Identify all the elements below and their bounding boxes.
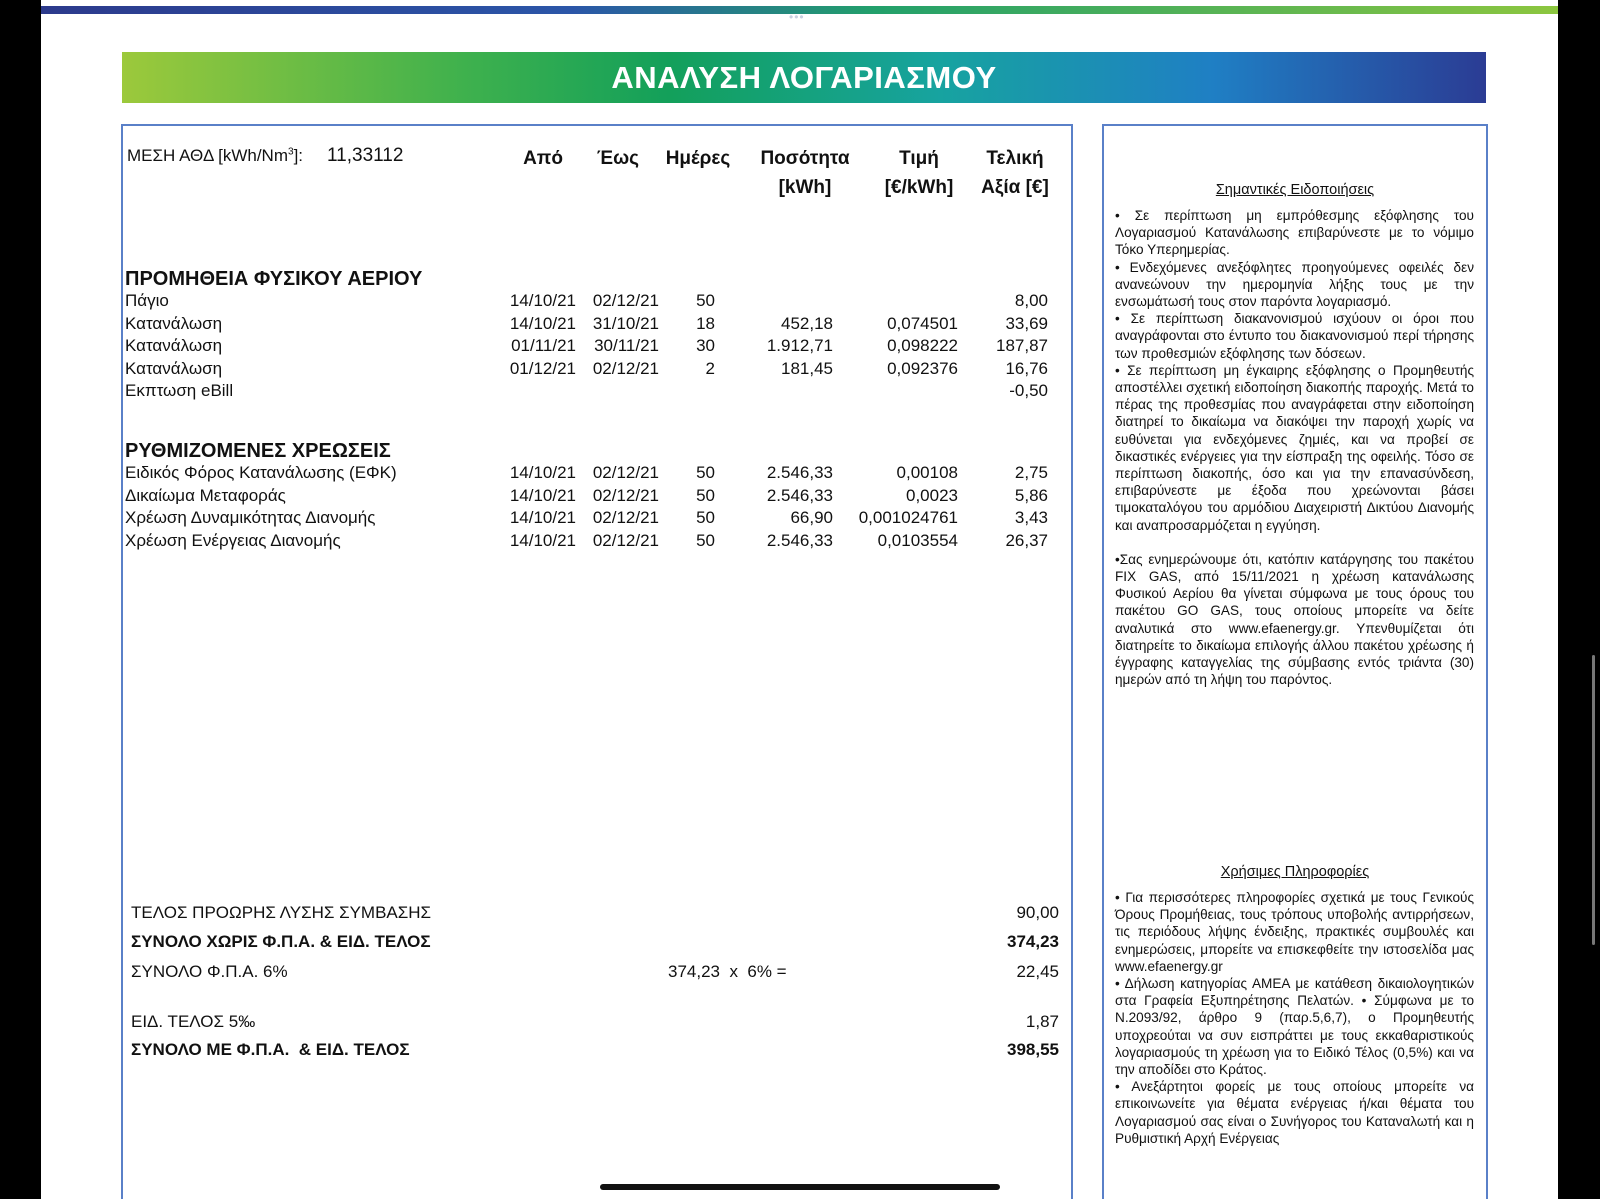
notice-paragraph: • Σε περίπτωση μη έγκαιρης εξόφλησης ο Προμηθευτής αποστέλλει σχετική ειδοποίηση διακοπής παροχής. Μετά το πέρας της προθεσμίας που αναγράφεται στην ειδοποίηση διατηρεί το δικαίωμα να διακόψει την παροχή χωρίς να ευθύνεται για ενδεχόμενες ζημιές, και να προβεί σε δικαστικές ενέργειες για την είσπραξη της οφειλής. Τόσο σε περίπτωση διακοπής, όσο και για την επανασύνδεση, επιβαρύνεστε με έξοδα που χρεώνονται βάσει τιμοκαταλόγου του αρμόδιου Διαχειριστή Δικτύου Διανομής και αναπροσαρμόζεται η εγγύηση. — [1115, 362, 1474, 533]
cell-days: 50 — [696, 508, 715, 528]
table-row — [123, 314, 1071, 336]
notices-text — [1115, 207, 1474, 688]
col-header-from: Από — [523, 148, 563, 169]
vat-value: 22,45 — [1016, 962, 1059, 981]
grand-total-label: ΣΥΝΟΛΟ ΜΕ Φ.Π.Α. & ΕΙΔ. ΤΕΛΟΣ — [131, 1040, 410, 1059]
cell-from: 01/12/21 — [509, 358, 576, 378]
col-header-total-unit: Αξία [€] — [981, 177, 1049, 198]
section-title-regulated: ΡΥΘΜΙΖΟΜΕΝΕΣ ΧΡΕΩΣΕΙΣ — [125, 440, 391, 462]
cell-days: 50 — [696, 485, 715, 505]
cell-qty: 2.546,33 — [766, 485, 833, 505]
cell-qty: 2.546,33 — [766, 463, 833, 482]
cell-total: 5,86 — [1014, 485, 1048, 505]
subtotal-label: ΣΥΝΟΛΟ ΧΩΡΙΣ Φ.Π.Α. & ΕΙΔ. ΤΕΛΟΣ — [131, 932, 431, 951]
col-header-to: Έως — [596, 148, 640, 169]
scrollbar[interactable] — [1592, 655, 1595, 945]
cell-from: 14/10/21 — [509, 463, 576, 482]
page-title: ΑΝΑΛΥΣΗ ΛΟΓΑΡΙΑΣΜΟΥ — [611, 59, 997, 95]
cell-price: 0,0103554 — [877, 530, 958, 550]
cell-description: Δικαίωμα Μεταφοράς — [125, 485, 286, 505]
cell-days: 50 — [696, 530, 715, 550]
cell-days: 30 — [696, 336, 715, 356]
cell-qty: 66,90 — [790, 508, 833, 528]
cell-days: 50 — [696, 463, 715, 482]
info-text — [1115, 889, 1474, 1147]
cell-description: Εκπτωση eBill — [125, 381, 234, 401]
notice-paragraph: •Σας ενημερώνουμε ότι, κατόπιν κατάργησης του πακέτου FIX GAS, από 15/11/2021 η χρέωση κατανάλωσης Φυσικού Αερίου θα γίνεται σύμφωνα με τους όρους του πακέτου GO GAS, τους οποίους μπορείτε να δείτε αναλυτικά στο www.efaenergy.gr. Υπενθυμίζεται ότι διατηρείτε το δικαίωμα επιλογής άλλου πακέτου χρέωσης ή έγγραφης καταγγελίας της σύμβασης εντός τριάντα (30) ημερών από τη λήψη του παρόντος. — [1115, 551, 1474, 688]
cell-to: 02/12/21 — [592, 530, 659, 550]
cell-qty: 2.546,33 — [766, 530, 833, 550]
cell-to: 02/12/21 — [592, 485, 659, 505]
notice-paragraph: • Ενδεχόμενες ανεξόφλητες προηγούμενες οφειλές δεν ανανεώνουν την ημερομηνία λήξης τους με την ενσωμάτωσή τους στον παρόντα λογαριασμό. — [1115, 259, 1474, 310]
vat-calc: 374,23 x 6% = — [668, 962, 787, 981]
early-termination-label: ΤΕΛΟΣ ΠΡΟΩΡΗΣ ΛΥΣΗΣ ΣΥΜΒΑΣΗΣ — [131, 903, 432, 922]
subtotal-value: 374,23 — [1007, 932, 1059, 951]
cell-price: 0,001024761 — [858, 508, 958, 528]
cell-from: 14/10/21 — [509, 485, 576, 505]
cell-qty: 181,45 — [781, 358, 833, 378]
cell-total: 187,87 — [996, 336, 1048, 356]
page-dots-indicator: ••• — [789, 10, 805, 24]
cell-price: 0,098222 — [887, 336, 958, 356]
col-header-price: Τιμή — [899, 148, 939, 169]
cell-description: Χρέωση Ενέργειας Διανομής — [125, 530, 341, 550]
cell-to: 31/10/21 — [592, 313, 659, 333]
cell-total: 2,75 — [1014, 463, 1048, 482]
special-fee-value: 1,87 — [1025, 1012, 1059, 1031]
col-header-total: Τελική — [986, 148, 1044, 169]
cell-from: 14/10/21 — [509, 313, 576, 333]
meta-label-suffix: ]: — [293, 146, 304, 165]
meta-label-sup: 3 — [288, 146, 294, 158]
bill-page — [41, 0, 1558, 1199]
cell-price: 0,0023 — [906, 485, 958, 505]
cell-to: 02/12/21 — [592, 463, 659, 482]
col-header-price-unit: [€/kWh] — [884, 177, 954, 198]
cell-total: 16,76 — [1005, 358, 1048, 378]
cell-from: 14/10/21 — [509, 508, 576, 528]
special-fee-label: ΕΙΔ. ΤΕΛΟΣ 5‰ — [131, 1012, 256, 1031]
info-paragraph: • Για περισσότερες πληροφορίες σχετικά με τους Γενικούς Όρους Προμήθειας, τους τρόπους υποβολής αντιρρήσεων, τις περιόδους λήψης ένδειξης, πρακτικές συμβουλές και ενημερώσεις, μπορείτε να επισκεφθείτε την ιστοσελίδα μας www.efaenergy.gr — [1115, 890, 1474, 974]
notice-paragraph: • Σε περίπτωση μη εμπρόθεσμης εξόφλησης του Λογαριασμού Κατανάλωσης επιβαρύνεστε με το νόμιμο Τόκο Υπερημερίας. — [1115, 208, 1474, 258]
notices-title: Σημαντικές Ειδοποιήσεις — [1215, 182, 1375, 198]
table-row — [123, 486, 1071, 508]
cell-to: 02/12/21 — [592, 358, 659, 378]
col-header-qty-unit: [kWh] — [778, 177, 832, 198]
cell-qty: 1.912,71 — [766, 336, 833, 356]
meta-label-prefix: ΜΕΣΗ ΑΘΔ [kWh/Nm — [127, 146, 288, 165]
cell-total: 8,00 — [1014, 291, 1048, 310]
col-header-days: Ημέρες — [665, 148, 731, 169]
section-title-supply: ΠΡΟΜΗΘΕΙΑ ΦΥΣΙΚΟΥ ΑΕΡΙΟΥ — [125, 268, 423, 290]
cell-days: 50 — [696, 291, 715, 310]
cell-qty: 452,18 — [781, 313, 833, 333]
cell-total: 26,37 — [1005, 530, 1048, 550]
table-row — [123, 291, 1071, 313]
cell-price: 0,074501 — [887, 313, 958, 333]
vat-label: ΣΥΝΟΛΟ Φ.Π.Α. 6% — [131, 962, 288, 981]
col-header-qty: Ποσότητα — [760, 148, 850, 169]
cell-to: 30/11/21 — [594, 336, 659, 356]
table-row — [123, 359, 1071, 381]
cell-price: 0,00108 — [896, 463, 958, 482]
table-row — [123, 531, 1071, 553]
info-title: Χρήσιμες Πληροφορίες — [1220, 864, 1370, 880]
bill-analysis-box — [121, 124, 1073, 1199]
cell-description: Χρέωση Δυναμικότητας Διανομής — [125, 508, 376, 528]
cell-description: Κατανάλωση — [125, 358, 223, 378]
cell-days: 18 — [696, 313, 715, 333]
cell-total: 3,43 — [1014, 508, 1048, 528]
cell-total: 33,69 — [1005, 313, 1048, 333]
table-row — [123, 463, 1071, 485]
info-paragraph: • Δήλωση κατηγορίας ΑΜΕΑ με κατάθεση δικαιολογητικών στα Γραφεία Εξυπηρέτησης Πελατών. • Σύμφωνα με το Ν.2093/92, άρθρο 9 (παρ.5,6,7), ο Προμηθευτής υποχρεούται να συν εισπράττει με τους εκκαθαριστικούς λογαριασμούς τη χρέωση για το Ειδικό Τέλος (0,5%) και να την αποδίδει στο Κράτος. — [1115, 976, 1474, 1078]
table-row — [123, 336, 1071, 358]
cell-description: Κατανάλωση — [125, 336, 223, 356]
cell-days: 2 — [705, 358, 715, 378]
cell-total: -0,50 — [1009, 381, 1048, 401]
notice-paragraph: • Σε περίπτωση διακανονισμού ισχύουν οι όροι που αναγράφονται στο έντυπο του διακανονισμού περί τήρησης των προθεσμιών εξόφλησης των δόσεων. — [1115, 311, 1474, 361]
cell-to: 02/12/21 — [592, 291, 659, 310]
info-paragraph: • Ανεξάρτητοι φορείς με τους οποίους μπορείτε να επικοινωνείτε για θέματα ενέργειας ή/και θέματα του Λογαριασμού σας είναι ο Συνήγορος του Καταναλωτή και η Ρυθμιστική Αρχή Ενέργειας — [1115, 1079, 1474, 1146]
notices-box — [1102, 124, 1488, 1199]
home-indicator[interactable] — [600, 1184, 1000, 1190]
table-row — [123, 508, 1071, 530]
cell-from: 14/10/21 — [509, 530, 576, 550]
early-termination-value: 90,00 — [1016, 903, 1059, 922]
cell-to: 02/12/21 — [592, 508, 659, 528]
meta-label — [127, 146, 303, 166]
meta-value: 11,33112 — [327, 145, 404, 166]
cell-description: Πάγιο — [125, 291, 169, 310]
cell-from: 14/10/21 — [509, 291, 576, 310]
title-banner — [122, 52, 1486, 103]
cell-price: 0,092376 — [887, 358, 958, 378]
grand-total-value: 398,55 — [1007, 1040, 1059, 1059]
cell-description: Κατανάλωση — [125, 313, 223, 333]
cell-from: 01/11/21 — [511, 336, 576, 356]
cell-description: Ειδικός Φόρος Κατανάλωσης (ΕΦΚ) — [125, 463, 397, 482]
table-row — [123, 381, 1071, 403]
